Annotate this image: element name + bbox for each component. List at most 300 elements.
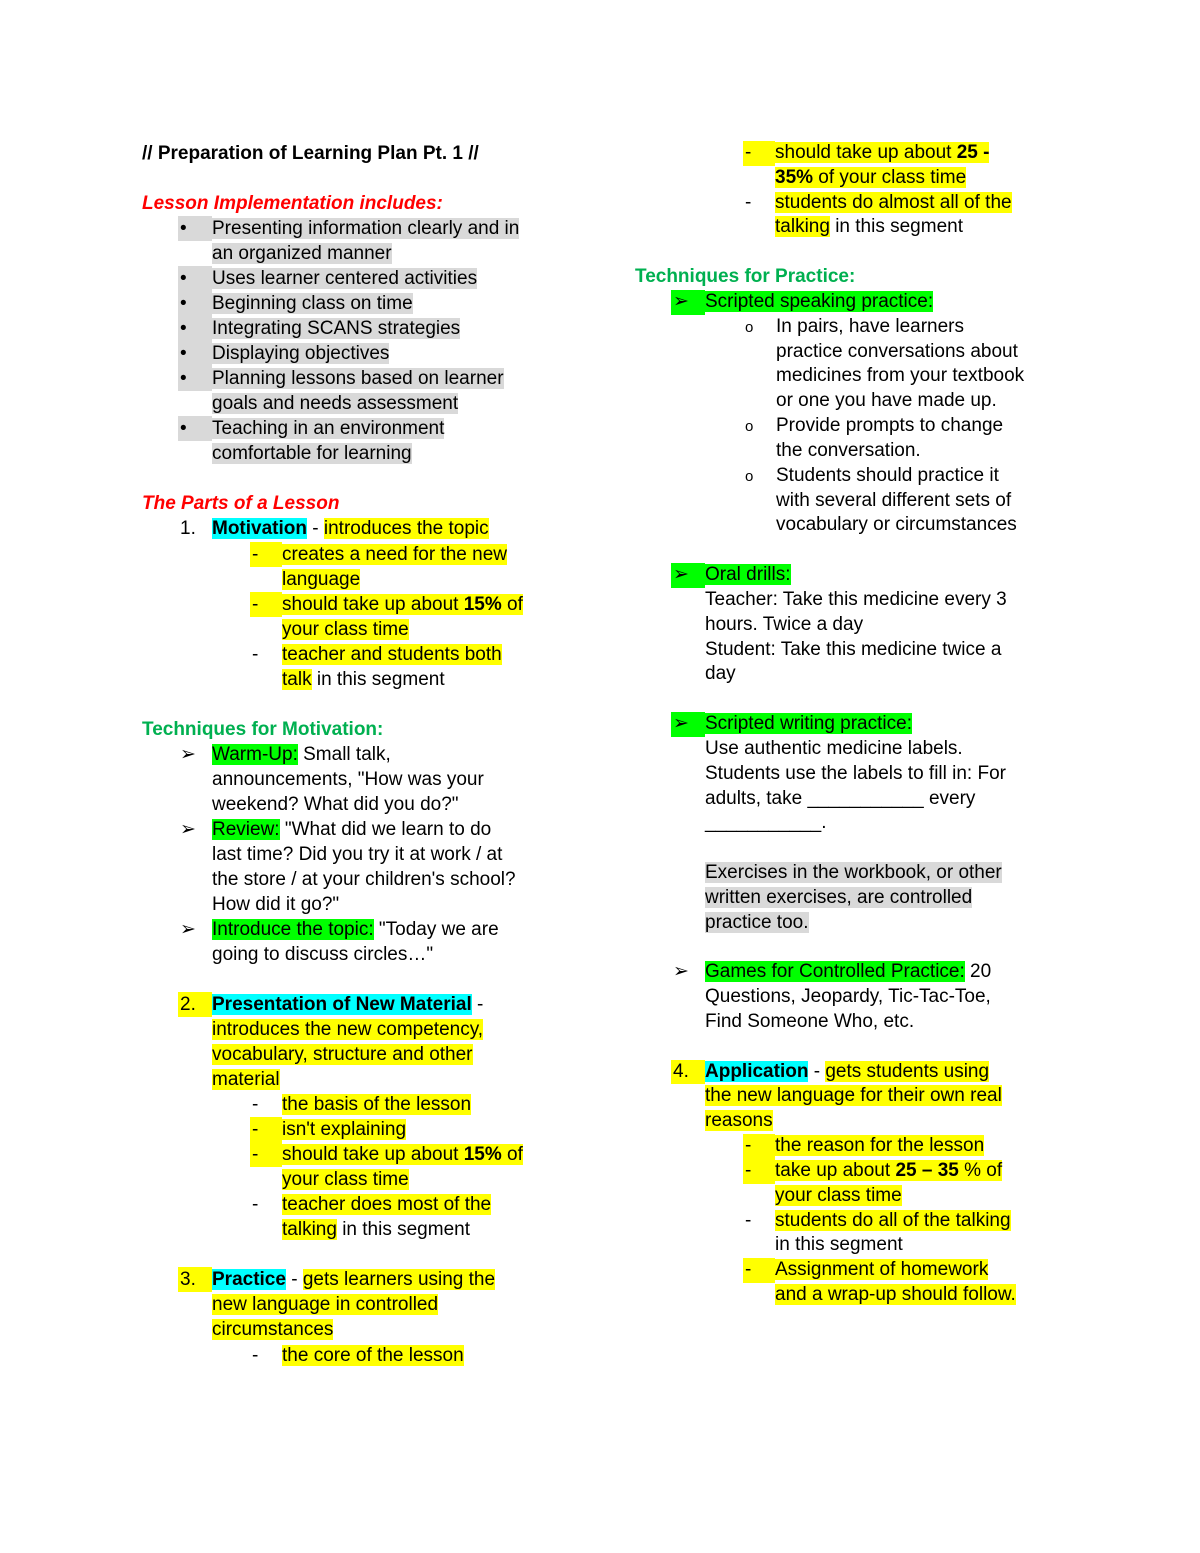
- highlighted-text: Warm-Up:: [212, 743, 298, 765]
- highlighted-text: gets students using: [825, 1060, 990, 1082]
- text-segment: In pairs, have learners: [776, 315, 964, 337]
- text-line: [635, 1060, 1075, 1085]
- line-text: [776, 513, 1017, 538]
- text-line: [635, 911, 1075, 936]
- highlighted-text: Motivation: [212, 518, 307, 540]
- line-text: [212, 266, 477, 291]
- text-line: [635, 985, 1075, 1010]
- line-text: [142, 141, 479, 166]
- text-segment: practice conversations about: [776, 340, 1018, 362]
- line-text: [212, 291, 413, 316]
- blank-line: [635, 936, 1075, 961]
- line-text: [282, 667, 445, 692]
- text-line: [142, 917, 582, 942]
- text-segment: in this segment: [336, 1219, 470, 1241]
- highlighted-text: take up about: [775, 1159, 896, 1181]
- section-heading: [142, 717, 582, 742]
- line-text: [212, 1067, 280, 1092]
- line-text: [212, 842, 502, 867]
- line-text: [775, 191, 1012, 216]
- document-column-left: [142, 141, 582, 1368]
- line-text: [705, 290, 933, 315]
- circle-bullet-icon: o: [745, 318, 754, 336]
- text-line: [142, 366, 582, 391]
- line-text: [705, 737, 963, 762]
- line-text: [705, 985, 991, 1010]
- highlighted-text: introduces the topic: [323, 518, 489, 540]
- text-line: [142, 1067, 582, 1092]
- text-line: [635, 215, 1075, 240]
- line-text: [775, 1134, 984, 1159]
- highlighted-text: gets learners using the: [302, 1269, 496, 1291]
- line-text: [705, 787, 975, 812]
- text-line: [635, 787, 1075, 812]
- text-segment: last time? Did you try it at work / at: [212, 843, 503, 865]
- highlighted-text: Application: [705, 1060, 809, 1082]
- text-line: [142, 1267, 582, 1292]
- text-segment: with several different sets of: [776, 489, 1012, 511]
- highlighted-text: the new language for their own real: [705, 1085, 1002, 1107]
- highlighted-text: Exercises in the workbook, or other: [705, 862, 1002, 884]
- blank-line: [635, 836, 1075, 861]
- list-number: 4.: [671, 1060, 705, 1085]
- line-text: [142, 491, 339, 516]
- highlighted-text: Teaching in an environment: [212, 418, 445, 440]
- highlighted-text: students do all of the talking: [775, 1209, 1011, 1231]
- list-number: 2.: [178, 992, 212, 1017]
- text-line: [635, 414, 1075, 439]
- text-line: [142, 942, 582, 967]
- text-line: [635, 1084, 1075, 1109]
- text-line: [635, 1283, 1075, 1308]
- highlighted-text: an organized manner: [212, 243, 392, 265]
- highlighted-text: Displaying objectives: [212, 343, 390, 365]
- line-text: [705, 762, 1006, 787]
- text-segment: Lesson Implementation includes:: [142, 193, 443, 215]
- line-text: [212, 767, 484, 792]
- highlighted-text: teacher and students both: [282, 643, 502, 665]
- highlighted-text: your class time: [282, 1169, 409, 1191]
- line-text: [775, 1233, 903, 1258]
- line-text: [282, 1167, 409, 1192]
- page-title: [142, 141, 582, 166]
- text-segment: How did it go?": [212, 893, 340, 915]
- text-line: [635, 1109, 1075, 1134]
- line-text: [212, 917, 499, 942]
- text-segment: -: [808, 1060, 826, 1082]
- highlighted-text: practice too.: [705, 911, 809, 933]
- highlighted-text: talk: [282, 668, 312, 690]
- highlighted-text: % of: [958, 1159, 1003, 1181]
- dash-bullet-icon: -: [745, 1209, 752, 1231]
- text-line: [635, 439, 1075, 464]
- text-segment: Students use the labels to fill in: For: [705, 762, 1006, 784]
- dash-bullet-icon: -: [252, 1094, 259, 1116]
- line-text: [212, 1267, 495, 1292]
- text-line: [142, 817, 582, 842]
- highlighted-text: Scripted writing practice:: [705, 713, 912, 735]
- line-text: [776, 464, 999, 489]
- highlighted-text: of: [501, 1144, 523, 1166]
- bullet-icon: •: [178, 366, 212, 391]
- circle-bullet-icon: o: [745, 418, 754, 436]
- text-line: [142, 1167, 582, 1192]
- text-segment: "Today we are: [373, 918, 499, 940]
- line-text: [212, 416, 444, 441]
- bullet-icon: •: [178, 341, 212, 366]
- line-text: [212, 391, 458, 416]
- text-segment: day: [705, 663, 736, 685]
- text-line: [635, 712, 1075, 737]
- text-segment: Questions, Jeopardy, Tic-Tac-Toe,: [705, 986, 991, 1008]
- dash-bullet-icon: -: [252, 643, 259, 665]
- text-line: [635, 1134, 1075, 1159]
- highlighted-text: Practice: [212, 1269, 286, 1291]
- highlighted-text: Games for Controlled Practice:: [705, 961, 965, 983]
- section-heading: [142, 191, 582, 216]
- text-line: [142, 742, 582, 767]
- highlighted-text: teacher does most of the: [282, 1194, 492, 1216]
- line-text: [705, 662, 736, 687]
- line-text: [212, 241, 392, 266]
- highlighted-text: should take up about: [775, 142, 957, 163]
- text-line: [142, 892, 582, 917]
- highlighted-text: Beginning class on time: [212, 293, 413, 315]
- highlighted-text: creates a need for the new: [282, 543, 507, 565]
- blank-line: [142, 1242, 582, 1267]
- highlighted-text: new language in controlled: [212, 1294, 439, 1316]
- blank-line: [142, 166, 582, 191]
- text-line: [635, 290, 1075, 315]
- line-text: [212, 867, 516, 892]
- blank-line: [635, 687, 1075, 712]
- text-line: [635, 1209, 1075, 1234]
- text-line: [142, 542, 582, 567]
- dash-bullet-icon: -: [743, 1134, 775, 1159]
- text-line: [142, 1192, 582, 1217]
- highlighted-text: should take up about: [282, 1144, 464, 1166]
- bullet-icon: •: [178, 416, 212, 441]
- text-segment: The Parts of a Lesson: [142, 493, 340, 515]
- text-line: [635, 662, 1075, 687]
- list-number: 1.: [180, 518, 196, 540]
- text-line: [142, 567, 582, 592]
- line-text: [282, 1343, 464, 1368]
- text-line: [142, 1142, 582, 1167]
- line-text: [212, 817, 491, 842]
- bullet-icon: •: [178, 216, 212, 241]
- line-text: [705, 1010, 914, 1035]
- text-line: [142, 266, 582, 291]
- highlighted-text: material: [212, 1069, 280, 1091]
- text-line: [635, 588, 1075, 613]
- dash-bullet-icon: -: [743, 141, 775, 166]
- dash-bullet-icon: -: [250, 1142, 282, 1167]
- line-text: [705, 861, 1002, 886]
- text-segment: the store / at your children's school?: [212, 868, 516, 890]
- highlighted-text: Planning lessons based on learner: [212, 368, 504, 390]
- line-text: [776, 389, 997, 414]
- text-segment: "What did we learn to do: [279, 818, 492, 840]
- dash-bullet-icon: -: [743, 1258, 775, 1283]
- text-segment: ___________.: [705, 812, 827, 834]
- line-text: [775, 141, 989, 166]
- text-line: [142, 667, 582, 692]
- line-text: [282, 1217, 470, 1242]
- line-text: [705, 960, 991, 985]
- dash-bullet-icon: -: [250, 1117, 282, 1142]
- line-text: [776, 315, 964, 340]
- arrow-bullet-icon: ➢: [671, 563, 705, 588]
- line-text: [282, 592, 523, 617]
- document-column-right: [635, 141, 1075, 1308]
- line-text: [142, 717, 383, 742]
- highlighted-text: Presentation of New Material: [212, 994, 472, 1016]
- dash-bullet-icon: -: [743, 1159, 775, 1184]
- arrow-bullet-icon: ➢: [180, 743, 196, 765]
- highlighted-text: written exercises, are controlled: [705, 886, 973, 908]
- text-line: [635, 315, 1075, 340]
- highlighted-text: 25 – 35: [895, 1159, 959, 1181]
- dash-bullet-icon: -: [745, 191, 752, 213]
- text-line: [635, 1258, 1075, 1283]
- line-text: [212, 742, 391, 767]
- line-text: [212, 942, 433, 967]
- dash-bullet-icon: -: [252, 1344, 259, 1366]
- highlighted-text: Uses learner centered activities: [212, 268, 478, 290]
- text-line: [142, 1042, 582, 1067]
- line-text: [705, 811, 827, 836]
- arrow-bullet-icon: ➢: [671, 290, 705, 315]
- line-text: [212, 992, 483, 1017]
- blank-line: [142, 466, 582, 491]
- line-text: [212, 316, 460, 341]
- text-segment: weekend? What did you do?": [212, 793, 459, 815]
- line-text: [282, 617, 409, 642]
- text-line: [142, 1343, 582, 1368]
- line-text: [775, 1209, 1011, 1234]
- text-line: [142, 441, 582, 466]
- text-line: [142, 216, 582, 241]
- text-line: [142, 1292, 582, 1317]
- line-text: [212, 516, 489, 541]
- highlighted-text: Scripted speaking practice:: [705, 290, 934, 312]
- highlighted-text: and a wrap-up should follow.: [775, 1284, 1016, 1306]
- text-line: [142, 1017, 582, 1042]
- highlighted-text: Oral drills:: [705, 564, 791, 586]
- text-segment: in this segment: [829, 216, 963, 238]
- line-text: [775, 166, 966, 191]
- highlighted-text: isn't explaining: [282, 1119, 407, 1141]
- text-line: [635, 389, 1075, 414]
- highlighted-text: should take up about: [282, 593, 464, 615]
- line-text: [776, 414, 1003, 439]
- text-line: [635, 464, 1075, 489]
- highlighted-text: students do almost all of the: [775, 191, 1012, 213]
- highlighted-text: goals and needs assessment: [212, 393, 459, 415]
- line-text: [775, 1283, 1016, 1308]
- highlighted-text: of: [501, 593, 523, 615]
- line-text: [212, 441, 412, 466]
- highlighted-text: Review:: [212, 818, 280, 840]
- text-line: [635, 638, 1075, 663]
- line-text: [705, 886, 972, 911]
- line-text: [775, 1159, 1002, 1184]
- text-line: [635, 613, 1075, 638]
- line-text: [212, 366, 504, 391]
- text-line: [635, 737, 1075, 762]
- line-text: [776, 364, 1024, 389]
- text-segment: vocabulary or circumstances: [776, 514, 1017, 536]
- line-text: [282, 1192, 491, 1217]
- bullet-icon: •: [178, 291, 212, 316]
- text-segment: Techniques for Motivation:: [142, 718, 384, 740]
- text-line: [635, 886, 1075, 911]
- section-heading: [142, 491, 582, 516]
- highlighted-text: the reason for the lesson: [775, 1135, 985, 1157]
- highlighted-text: talking: [775, 216, 830, 238]
- arrow-bullet-icon: ➢: [671, 712, 705, 737]
- line-text: [705, 911, 809, 936]
- text-segment: 20: [964, 961, 992, 983]
- highlighted-text: Integrating SCANS strategies: [212, 318, 461, 340]
- dash-bullet-icon: -: [252, 1194, 259, 1216]
- text-line: [142, 842, 582, 867]
- text-line: [142, 992, 582, 1017]
- text-segment: Techniques for Practice:: [635, 266, 856, 288]
- text-line: [635, 364, 1075, 389]
- text-line: [142, 867, 582, 892]
- text-segment: -: [285, 1269, 303, 1291]
- line-text: [212, 792, 459, 817]
- text-line: [142, 316, 582, 341]
- line-text: [212, 1317, 333, 1342]
- line-text: [282, 642, 502, 667]
- highlighted-text: language: [282, 568, 361, 590]
- line-text: [776, 439, 921, 464]
- text-line: [142, 516, 582, 541]
- text-segment: in this segment: [775, 1234, 903, 1256]
- highlighted-text: your class time: [282, 618, 409, 640]
- highlighted-text: the core of the lesson: [282, 1344, 464, 1366]
- text-line: [635, 811, 1075, 836]
- text-segment: in this segment: [311, 668, 445, 690]
- highlighted-text: Introduce the topic:: [212, 918, 374, 940]
- text-segment: going to discuss circles…": [212, 944, 434, 965]
- highlighted-text: reasons: [705, 1110, 773, 1132]
- text-line: [142, 1317, 582, 1342]
- text-segment: Provide prompts to change: [776, 415, 1004, 437]
- highlighted-text: comfortable for learning: [212, 443, 412, 465]
- text-line: [635, 513, 1075, 538]
- highlighted-text: talking: [282, 1219, 337, 1241]
- line-text: [212, 1042, 473, 1067]
- line-text: [775, 1184, 902, 1209]
- text-line: [142, 1092, 582, 1117]
- text-segment: Find Someone Who, etc.: [705, 1010, 915, 1032]
- blank-line: [142, 967, 582, 992]
- highlighted-text: 15%: [463, 1144, 502, 1166]
- text-line: [142, 391, 582, 416]
- highlighted-text: introduces the new competency,: [212, 1019, 484, 1041]
- text-segment: Use authentic medicine labels.: [705, 737, 963, 759]
- highlighted-text: vocabulary, structure and other: [212, 1044, 473, 1066]
- highlighted-text: 35%: [775, 166, 814, 188]
- line-text: [705, 1060, 989, 1085]
- line-text: [705, 588, 1007, 613]
- text-line: [142, 341, 582, 366]
- line-text: [212, 892, 339, 917]
- text-line: [142, 416, 582, 441]
- text-segment: Preparation of Learning Plan Pt. 1: [157, 143, 463, 164]
- text-segment: or one you have made up.: [776, 390, 997, 412]
- arrow-bullet-icon: ➢: [180, 918, 196, 940]
- text-segment: adults, take ___________ every: [705, 787, 976, 809]
- dash-bullet-icon: -: [250, 542, 282, 567]
- text-line: [635, 166, 1075, 191]
- text-line: [635, 489, 1075, 514]
- line-text: [212, 1017, 483, 1042]
- highlighted-text: of your class time: [813, 166, 967, 188]
- text-line: [142, 792, 582, 817]
- text-line: [635, 1233, 1075, 1258]
- text-line: [142, 1117, 582, 1142]
- line-text: [212, 1292, 438, 1317]
- text-line: [635, 141, 1075, 166]
- highlighted-text: Assignment of homework: [775, 1259, 989, 1281]
- text-line: [635, 191, 1075, 216]
- arrow-bullet-icon: ➢: [673, 961, 689, 983]
- text-line: [142, 241, 582, 266]
- text-line: [635, 340, 1075, 365]
- text-line: [635, 1010, 1075, 1035]
- text-segment: announcements, "How was your: [212, 768, 484, 790]
- highlighted-text: 15%: [463, 593, 502, 615]
- text-line: [635, 1184, 1075, 1209]
- text-line: [142, 1217, 582, 1242]
- text-segment: hours. Twice a day: [705, 613, 864, 635]
- line-text: [142, 191, 443, 216]
- text-segment: Students should practice it: [776, 464, 999, 486]
- text-segment: Student: Take this medicine twice a: [705, 638, 1002, 660]
- list-number: 3.: [178, 1267, 212, 1292]
- circle-bullet-icon: o: [745, 467, 754, 485]
- bullet-icon: •: [178, 266, 212, 291]
- text-segment: -: [307, 518, 324, 540]
- line-text: [282, 1142, 523, 1167]
- line-text: [705, 1084, 1002, 1109]
- line-text: [775, 1258, 988, 1283]
- line-text: [705, 638, 1001, 663]
- text-segment: Small talk,: [297, 743, 391, 765]
- line-text: [282, 542, 507, 567]
- text-line: [635, 1159, 1075, 1184]
- line-text: [282, 1092, 471, 1117]
- text-segment: //: [142, 143, 158, 164]
- line-text: [282, 1117, 406, 1142]
- text-line: [635, 960, 1075, 985]
- blank-line: [142, 692, 582, 717]
- highlighted-text: 25 -: [956, 142, 990, 163]
- line-text: [705, 563, 791, 588]
- blank-line: [635, 538, 1075, 563]
- text-segment: medicines from your textbook: [776, 365, 1025, 387]
- text-line: [635, 762, 1075, 787]
- line-text: [282, 567, 360, 592]
- text-line: [142, 642, 582, 667]
- line-text: [776, 340, 1018, 365]
- text-line: [142, 767, 582, 792]
